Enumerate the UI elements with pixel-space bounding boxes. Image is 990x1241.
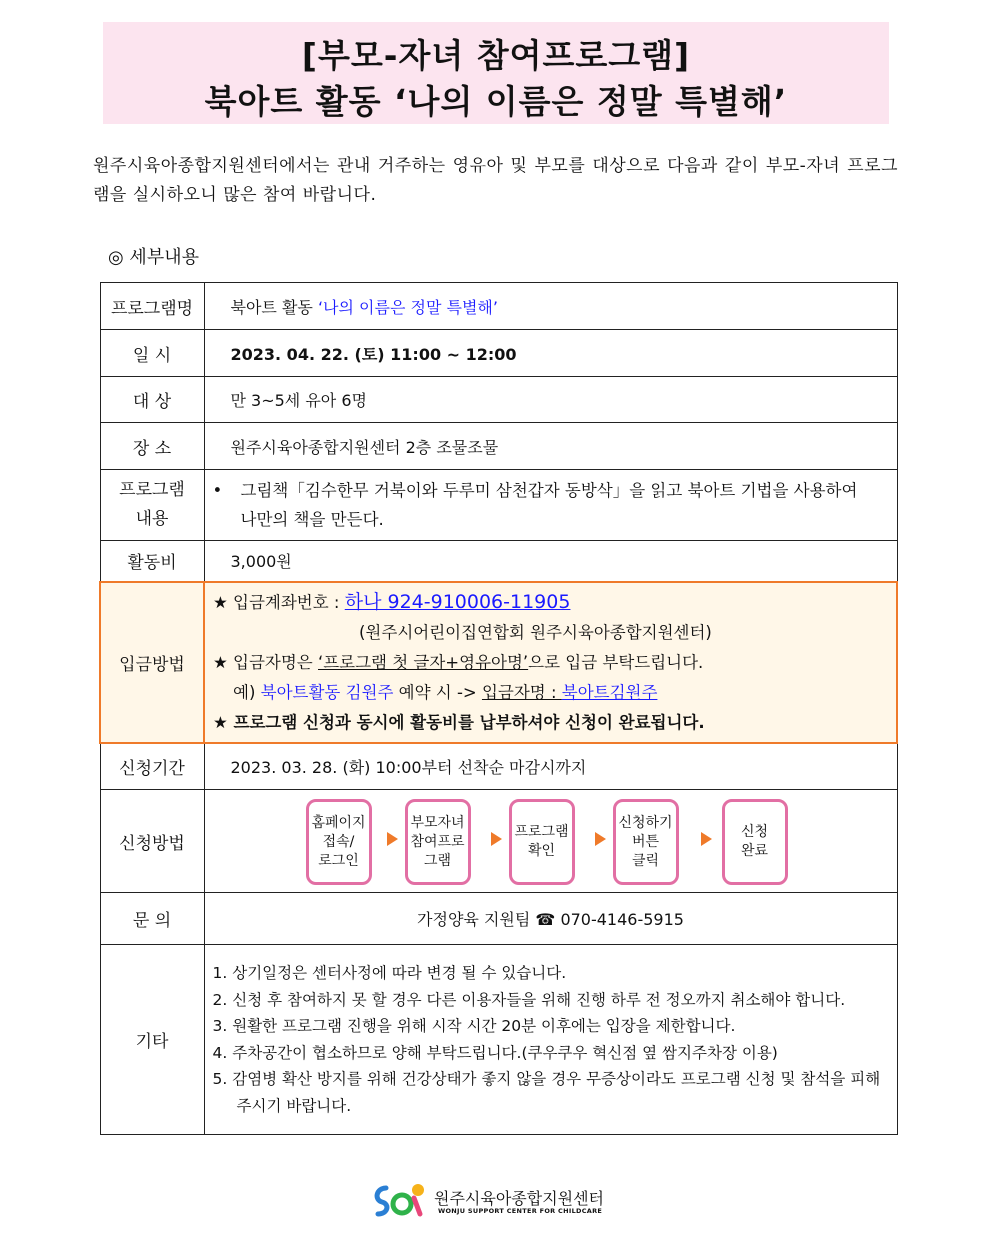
bullet-icon: •: [212, 481, 223, 500]
example-pre: 예): [233, 682, 261, 702]
account-label: 입금계좌번호 :: [233, 592, 340, 612]
label-date: 일 시: [100, 330, 204, 377]
list-item: 5. 감염병 확산 방지를 위해 건강상태가 좋지 않을 경우 무증상이라도 프로그램 신청 및 참석을 피해주시기 바랍니다.: [212, 1070, 881, 1115]
label-payment: 입금방법: [100, 582, 204, 743]
step-2: 부모자녀 참여프로 그램: [405, 799, 471, 885]
org-logo-icon: [372, 1180, 428, 1220]
row-target: [100, 377, 897, 423]
row-date: [100, 330, 897, 377]
label-content-line-1: 프로그램: [119, 480, 185, 500]
label-fee: 활동비: [100, 541, 204, 582]
arrow-icon: [595, 832, 606, 846]
payment-depositor-line: [213, 648, 888, 678]
account-number: 하나 924-910006-11905: [344, 590, 571, 613]
list-item: 1. 상기일정은 센터사정에 따라 변경 될 수 있습니다.: [212, 964, 567, 982]
label-period: 신청기간: [100, 743, 204, 790]
example-value: 북아트김원주: [561, 682, 658, 702]
title-banner: [103, 22, 889, 124]
intro-paragraph: 원주시육아종합지원센터에서는 관내 거주하는 영유아 및 부모를 대상으로 다음과 같이 부모-자녀 프로그램을 실시하오니 많은 참여 바랍니다.: [93, 156, 898, 205]
label-place: 장 소: [100, 423, 204, 470]
section-heading: ◎ 세부내용: [108, 247, 199, 268]
payment-notice: 프로그램 신청과 동시에 활동비를 납부하셔야 신청이 완료됩니다.: [233, 712, 705, 732]
org-subtitle: WONJU SUPPORT CENTER FOR CHILDCARE: [438, 1207, 603, 1215]
content-text: 그림책「김수한무 거북이와 두루미 삼천갑자 동방삭」을 읽고 북아트 기법을 사용하여 나만의 책을 만든다.: [240, 481, 858, 529]
org-name: 원주시육아종합지원센터: [434, 1189, 605, 1208]
inquiry-phone: 070-4146-5915: [560, 910, 684, 929]
title-line-2: 북아트 활동 ‘나의 이름은 정말 특별해’: [204, 82, 788, 121]
account-holder: (원주시어린이집연합회 원주시육아종합지원센터): [359, 622, 712, 642]
label-etc: 기타: [100, 945, 204, 1135]
details-table: [99, 282, 898, 1135]
step-5: 신청 완료: [722, 799, 788, 885]
value-program-name: [204, 283, 897, 330]
step-1: 홈페이지 접속/ 로그인: [306, 799, 372, 885]
row-fee: [100, 541, 897, 582]
label-target: 대 상: [100, 377, 204, 423]
value-etc: [204, 945, 897, 1135]
phone-icon: ☎: [535, 910, 556, 929]
label-content: [100, 470, 204, 541]
etc-list: [213, 960, 889, 1119]
value-method: [204, 790, 897, 893]
label-program-name: 프로그램명: [100, 283, 204, 330]
value-date: 2023. 04. 22. (토) 11:00 ~ 12:00: [204, 330, 897, 377]
star-icon: ★: [213, 712, 228, 732]
row-period: [100, 743, 897, 790]
value-period: 2023. 03. 28. (화) 10:00부터 선착순 마감시까지: [204, 743, 897, 790]
value-target: 만 3~5세 유아 6명: [204, 377, 897, 423]
footer-logo: [372, 1180, 612, 1220]
arrow-icon: [387, 832, 398, 846]
payment-account-line: [213, 587, 888, 618]
program-name-prefix: 북아트 활동: [230, 297, 318, 317]
arrow-icon: [491, 832, 502, 846]
star-icon: ★: [213, 652, 228, 672]
label-inquiry: 문 의: [100, 893, 204, 945]
depositor-post: 으로 입금 부탁드립니다.: [528, 652, 704, 672]
value-place: 원주시육아종합지원센터 2층 조물조물: [204, 423, 897, 470]
payment-notice-line: [213, 708, 888, 738]
value-fee: 3,000원: [204, 541, 897, 582]
label-method: 신청방법: [100, 790, 204, 893]
program-name-highlight: ‘나의 이름은 정말 특별해’: [317, 297, 498, 317]
step-3: 프로그램 확인: [509, 799, 575, 885]
label-content-line-2: 내용: [135, 509, 169, 529]
inquiry-team: 가정양육 지원팀: [417, 910, 531, 929]
value-content: [204, 470, 897, 541]
row-inquiry: [100, 893, 897, 945]
row-method: [100, 790, 897, 893]
row-payment: [100, 582, 897, 743]
title-line-1: [부모-자녀 참여프로그램]: [301, 36, 691, 75]
row-place: [100, 423, 897, 470]
steps-flow: [206, 791, 896, 891]
row-program-name: [100, 283, 897, 330]
list-item: 3. 원활한 프로그램 진행을 위해 시작 시간 20분 이후에는 입장을 제한합니다.: [212, 1017, 736, 1035]
example-name: 북아트활동 김원주: [260, 682, 394, 702]
value-payment: [204, 582, 897, 743]
example-label: 입금자명 :: [481, 682, 562, 702]
depositor-pre: 입금자명은: [233, 652, 318, 672]
list-item: 2. 신청 후 참여하지 못 할 경우 다른 이용자들을 위해 진행 하루 전 정오까지 취소해야 합니다.: [212, 990, 846, 1009]
step-4: 신청하기 버튼 클릭: [613, 799, 679, 885]
payment-example-line: [213, 678, 888, 708]
example-mid: 예약 시 ->: [393, 682, 482, 702]
list-item: 4. 주차공간이 협소하므로 양해 부탁드립니다.(쿠우쿠우 혁신점 옆 쌈지주차장 이용): [212, 1043, 778, 1062]
value-inquiry: [204, 893, 897, 945]
star-icon: ★: [213, 592, 228, 612]
arrow-icon: [701, 832, 712, 846]
depositor-format: ‘프로그램 첫 글자+영유아명’: [318, 652, 529, 672]
row-content: [100, 470, 897, 541]
row-etc: [100, 945, 897, 1135]
